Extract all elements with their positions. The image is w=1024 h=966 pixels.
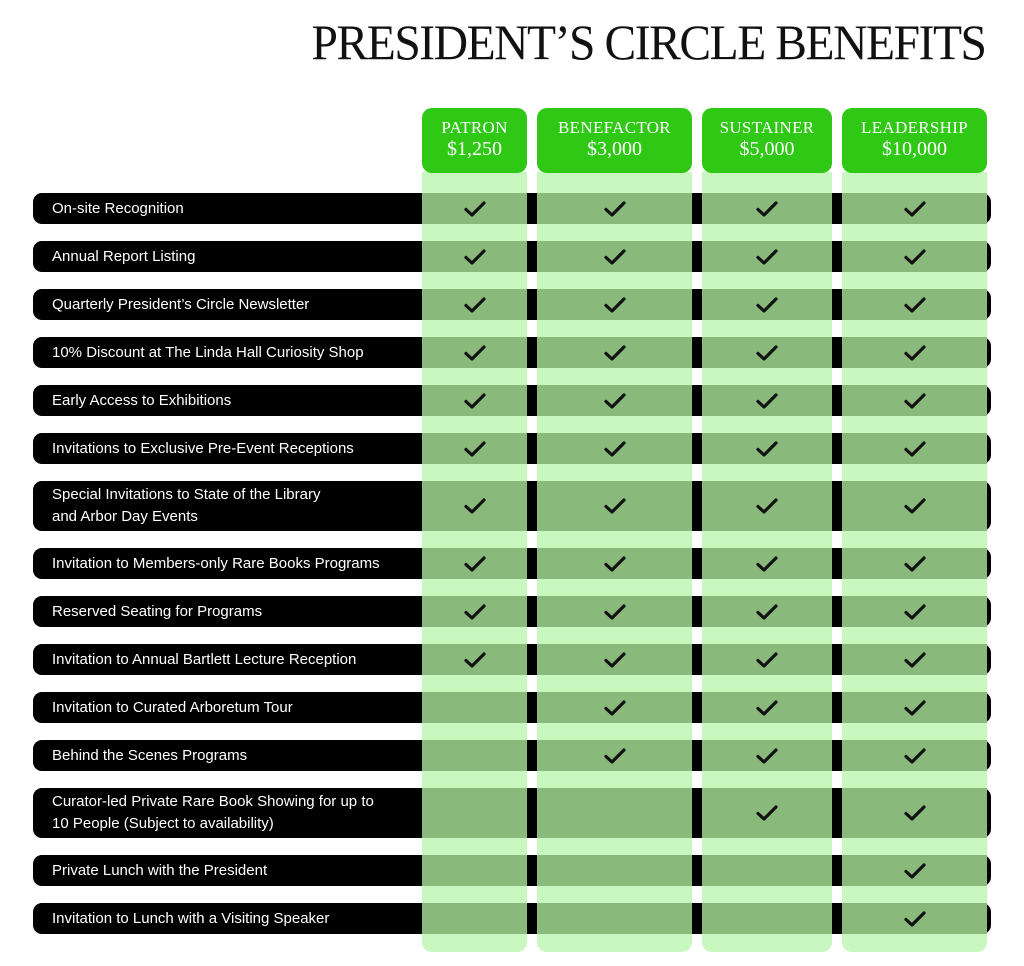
benefit-cell-patron bbox=[422, 855, 527, 886]
benefit-cell-sustainer bbox=[702, 481, 832, 531]
benefit-row bbox=[33, 596, 991, 627]
benefit-cell-sustainer bbox=[702, 548, 832, 579]
checkmark-icon bbox=[464, 296, 486, 314]
benefit-cell-benefactor bbox=[537, 855, 692, 886]
benefit-cell-sustainer bbox=[702, 903, 832, 934]
checkmark-icon bbox=[604, 344, 626, 362]
tier-name: BENEFACTOR bbox=[558, 118, 671, 137]
benefit-cell-patron bbox=[422, 385, 527, 416]
benefit-label bbox=[52, 649, 422, 671]
benefit-label bbox=[52, 697, 422, 719]
benefit-label-line: Early Access to Exhibitions bbox=[52, 391, 232, 409]
benefit-cell-benefactor bbox=[537, 740, 692, 771]
tier-name: SUSTAINER bbox=[719, 118, 815, 137]
page-title: PRESIDENT’S CIRCLE BENEFITS bbox=[311, 14, 986, 70]
checkmark-icon bbox=[464, 555, 486, 573]
checkmark-icon bbox=[756, 392, 778, 410]
benefit-row bbox=[33, 740, 991, 771]
benefit-cell-leadership bbox=[842, 241, 987, 272]
checkmark-icon bbox=[464, 200, 486, 218]
checkmark-icon bbox=[904, 440, 926, 458]
benefit-cell-patron bbox=[422, 596, 527, 627]
benefit-cell-patron bbox=[422, 193, 527, 224]
checkmark-icon bbox=[904, 651, 926, 669]
checkmark-icon bbox=[604, 392, 626, 410]
benefit-cell-leadership bbox=[842, 433, 987, 464]
benefit-cell-benefactor bbox=[537, 644, 692, 675]
checkmark-icon bbox=[464, 603, 486, 621]
benefit-cell-patron bbox=[422, 241, 527, 272]
benefit-label-line: Curator-led Private Rare Book Showing for up to bbox=[52, 793, 374, 810]
benefit-cell-sustainer bbox=[702, 596, 832, 627]
benefit-label-line: Invitation to Curated Arboretum Tour bbox=[52, 698, 293, 716]
tier-header-patron bbox=[422, 108, 527, 173]
tier-header-leadership bbox=[842, 108, 987, 173]
tier-name: LEADERSHIP bbox=[861, 118, 968, 137]
benefit-cell-benefactor bbox=[537, 337, 692, 368]
benefit-cell-leadership bbox=[842, 903, 987, 934]
checkmark-icon bbox=[756, 651, 778, 669]
benefit-row bbox=[33, 337, 991, 368]
benefit-label bbox=[52, 553, 422, 575]
benefit-row bbox=[33, 644, 991, 675]
checkmark-icon bbox=[464, 651, 486, 669]
benefit-cell-patron bbox=[422, 788, 527, 838]
benefit-cell-benefactor bbox=[537, 241, 692, 272]
benefit-label bbox=[52, 791, 422, 835]
benefit-cell-sustainer bbox=[702, 193, 832, 224]
benefit-label bbox=[52, 294, 422, 316]
benefit-label-line: Invitations to Exclusive Pre-Event Receptions bbox=[52, 439, 354, 457]
benefit-cell-benefactor bbox=[537, 289, 692, 320]
benefit-cell-patron bbox=[422, 433, 527, 464]
benefit-cell-patron bbox=[422, 903, 527, 934]
benefit-cell-leadership bbox=[842, 788, 987, 838]
benefit-cell-benefactor bbox=[537, 193, 692, 224]
benefit-label-line: Annual Report Listing bbox=[52, 247, 196, 265]
benefit-cell-patron bbox=[422, 644, 527, 675]
benefit-cell-leadership bbox=[842, 481, 987, 531]
checkmark-icon bbox=[904, 497, 926, 515]
tier-name: PATRON bbox=[441, 118, 508, 137]
benefit-row bbox=[33, 788, 991, 838]
benefit-label bbox=[52, 246, 422, 268]
checkmark-icon bbox=[756, 296, 778, 314]
checkmark-icon bbox=[604, 699, 626, 717]
checkmark-icon bbox=[756, 497, 778, 515]
benefit-cell-sustainer bbox=[702, 644, 832, 675]
checkmark-icon bbox=[756, 804, 778, 822]
benefit-row bbox=[33, 855, 991, 886]
checkmark-icon bbox=[756, 555, 778, 573]
benefit-row bbox=[33, 241, 991, 272]
benefit-label bbox=[52, 601, 422, 623]
checkmark-icon bbox=[604, 603, 626, 621]
checkmark-icon bbox=[604, 555, 626, 573]
benefit-label-line: Special Invitations to State of the Library bbox=[52, 486, 321, 503]
benefit-row bbox=[33, 692, 991, 723]
benefit-cell-benefactor bbox=[537, 481, 692, 531]
checkmark-icon bbox=[756, 747, 778, 765]
benefit-label-line: Invitation to Annual Bartlett Lecture Reception bbox=[52, 650, 357, 668]
benefit-label-line: Quarterly President’s Circle Newsletter bbox=[52, 295, 310, 313]
benefit-cell-benefactor bbox=[537, 903, 692, 934]
benefit-label-line: Private Lunch with the President bbox=[52, 861, 268, 879]
benefit-cell-benefactor bbox=[537, 433, 692, 464]
benefit-cell-benefactor bbox=[537, 596, 692, 627]
benefit-row bbox=[33, 433, 991, 464]
benefit-cell-patron bbox=[422, 481, 527, 531]
checkmark-icon bbox=[756, 440, 778, 458]
checkmark-icon bbox=[464, 392, 486, 410]
checkmark-icon bbox=[904, 296, 926, 314]
benefit-label-line: and Arbor Day Events bbox=[52, 508, 198, 525]
benefit-cell-leadership bbox=[842, 692, 987, 723]
benefit-cell-patron bbox=[422, 289, 527, 320]
checkmark-icon bbox=[756, 200, 778, 218]
benefit-row bbox=[33, 903, 991, 934]
tier-price: $5,000 bbox=[739, 138, 795, 160]
benefit-label-line: On-site Recognition bbox=[52, 199, 184, 217]
benefit-cell-sustainer bbox=[702, 788, 832, 838]
benefit-cell-patron bbox=[422, 692, 527, 723]
benefit-cell-leadership bbox=[842, 193, 987, 224]
checkmark-icon bbox=[604, 747, 626, 765]
checkmark-icon bbox=[604, 440, 626, 458]
benefit-cell-leadership bbox=[842, 337, 987, 368]
benefit-cell-benefactor bbox=[537, 548, 692, 579]
checkmark-icon bbox=[604, 497, 626, 515]
tier-price: $10,000 bbox=[882, 138, 947, 160]
checkmark-icon bbox=[904, 344, 926, 362]
benefit-row bbox=[33, 385, 991, 416]
checkmark-icon bbox=[604, 200, 626, 218]
checkmark-icon bbox=[464, 497, 486, 515]
benefit-label bbox=[52, 198, 422, 220]
tier-price: $3,000 bbox=[587, 138, 642, 160]
benefit-cell-sustainer bbox=[702, 241, 832, 272]
benefit-cell-benefactor bbox=[537, 788, 692, 838]
checkmark-icon bbox=[756, 699, 778, 717]
benefit-cell-sustainer bbox=[702, 289, 832, 320]
checkmark-icon bbox=[904, 699, 926, 717]
tier-price: $1,250 bbox=[447, 138, 502, 160]
benefit-label bbox=[52, 860, 422, 882]
tier-header-sustainer bbox=[702, 108, 832, 173]
tier-header-benefactor bbox=[537, 108, 692, 173]
benefit-cell-patron bbox=[422, 740, 527, 771]
benefit-label bbox=[52, 390, 422, 412]
checkmark-icon bbox=[904, 862, 926, 880]
benefit-label bbox=[52, 745, 422, 767]
benefit-cell-sustainer bbox=[702, 337, 832, 368]
benefit-cell-leadership bbox=[842, 289, 987, 320]
checkmark-icon bbox=[604, 296, 626, 314]
benefit-label bbox=[52, 908, 422, 930]
benefit-cell-leadership bbox=[842, 644, 987, 675]
checkmark-icon bbox=[756, 344, 778, 362]
benefit-cell-sustainer bbox=[702, 433, 832, 464]
benefit-label-line: Behind the Scenes Programs bbox=[52, 746, 248, 764]
benefit-label-line: Invitation to Members-only Rare Books Programs bbox=[52, 554, 380, 572]
checkmark-icon bbox=[464, 248, 486, 266]
benefit-cell-leadership bbox=[842, 385, 987, 416]
benefit-row bbox=[33, 548, 991, 579]
checkmark-icon bbox=[904, 200, 926, 218]
benefit-cell-benefactor bbox=[537, 385, 692, 416]
checkmark-icon bbox=[464, 344, 486, 362]
benefit-cell-patron bbox=[422, 337, 527, 368]
benefit-label-line: Reserved Seating for Programs bbox=[52, 602, 263, 620]
benefit-label bbox=[52, 438, 422, 460]
benefit-label-line: 10% Discount at The Linda Hall Curiosity Shop bbox=[52, 343, 364, 361]
benefit-cell-sustainer bbox=[702, 855, 832, 886]
checkmark-icon bbox=[464, 440, 486, 458]
benefit-row bbox=[33, 289, 991, 320]
checkmark-icon bbox=[904, 910, 926, 928]
benefit-cell-leadership bbox=[842, 740, 987, 771]
benefit-label bbox=[52, 484, 422, 528]
checkmark-icon bbox=[756, 248, 778, 266]
benefit-cell-leadership bbox=[842, 855, 987, 886]
checkmark-icon bbox=[904, 804, 926, 822]
benefit-cell-patron bbox=[422, 548, 527, 579]
benefit-row bbox=[33, 481, 991, 531]
benefit-cell-leadership bbox=[842, 596, 987, 627]
benefit-label-line: Invitation to Lunch with a Visiting Speaker bbox=[52, 909, 330, 927]
checkmark-icon bbox=[604, 651, 626, 669]
benefit-cell-leadership bbox=[842, 548, 987, 579]
benefit-cell-benefactor bbox=[537, 692, 692, 723]
checkmark-icon bbox=[904, 248, 926, 266]
checkmark-icon bbox=[904, 603, 926, 621]
checkmark-icon bbox=[904, 555, 926, 573]
benefit-cell-sustainer bbox=[702, 692, 832, 723]
benefit-cell-sustainer bbox=[702, 740, 832, 771]
checkmark-icon bbox=[904, 392, 926, 410]
benefit-label-line: 10 People (Subject to availability) bbox=[52, 815, 274, 832]
checkmark-icon bbox=[904, 747, 926, 765]
benefit-label bbox=[52, 342, 422, 364]
checkmark-icon bbox=[756, 603, 778, 621]
benefit-cell-sustainer bbox=[702, 385, 832, 416]
benefit-row bbox=[33, 193, 991, 224]
checkmark-icon bbox=[604, 248, 626, 266]
